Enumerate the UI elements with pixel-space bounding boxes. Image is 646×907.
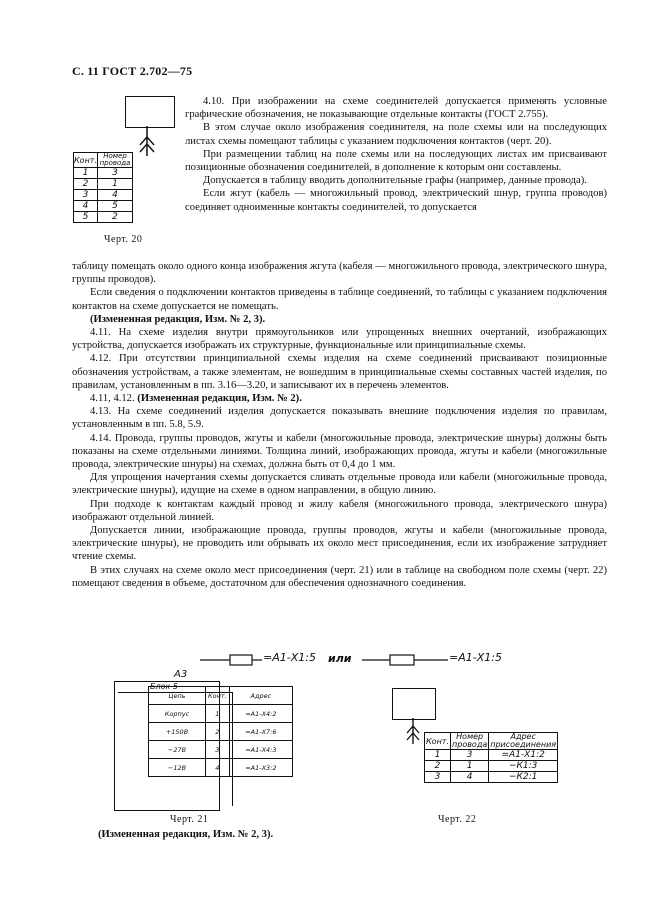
paragraph: Если сведения о подключении контактов приведены в таблице соединений, то таблицы с указанием подключения контактов на схеме допускается не помещать. — [72, 287, 607, 312]
connector-box — [125, 96, 175, 128]
wire-1 — [200, 652, 262, 668]
col-address: Адрес присоединения — [490, 732, 557, 749]
paragraph-numbers: 4.11, 4.12. — [90, 393, 135, 405]
connector-symbol — [132, 126, 162, 156]
paragraph: Допускается линии, изображающие провода, группы проводов, жгуты и кабели (многожильные провода, электрические шнуры), не проводить или обрывать их около мест присоединения, если их изображение затрудняет чтение схемы. — [72, 525, 607, 563]
cell: 5 — [74, 212, 98, 223]
figure-21-caption: Черт. 21 — [170, 814, 209, 825]
paragraph: Для упрощения начертания схемы допускается сливать отдельные провода или кабели (многожильные провода, электрические шнуры), идущие на схеме в одном направлении, в общую линию. — [72, 472, 607, 497]
cell: =А1-Х4:3 — [229, 741, 292, 759]
cell: 3 — [206, 741, 230, 759]
paragraph: При подходе к контактам каждый провод и жилу кабеля (многожильного провода, электрического шнура) изображают отдельной линией. — [72, 498, 607, 523]
col-wire-number: Номер провода — [452, 732, 488, 749]
cell: 1 — [98, 179, 133, 190]
col-contact: Конт. — [206, 687, 230, 705]
paragraph: В этих случаях на схеме около мест присоединения (черт. 21) или в таблице на свободном поле схемы (черт. 22) помещают сведения в объеме, достаточном для обеспечения однозначного соединения. — [72, 564, 607, 589]
address-table — [148, 686, 293, 777]
or-label: или — [328, 652, 352, 665]
cell: 5 — [98, 201, 133, 212]
paragraph: Допускается в таблицу вводить дополнительные графы (например, данные провода). — [203, 175, 587, 187]
cell: 3 — [451, 750, 489, 761]
wire-label-1: =А1-Х1:5 — [263, 651, 316, 664]
cell: 2 — [425, 761, 451, 772]
contact-table-20 — [73, 152, 133, 223]
figure-20 — [72, 92, 182, 252]
cell: −К1:3 — [489, 761, 558, 772]
cell: 1 — [206, 705, 230, 723]
cell: 2 — [74, 179, 98, 190]
wire-2 — [362, 652, 448, 668]
edition-note: (Измененная редакция, Изм. № 2). — [137, 393, 302, 405]
page-header: С. 11 ГОСТ 2.702—75 — [72, 64, 193, 78]
side-text — [185, 95, 607, 214]
cell: Корпус — [149, 705, 206, 723]
cell: 2 — [98, 212, 133, 223]
paragraph-4-14: 4.14. Провода, группы проводов, жгуты и кабели (многожильные провода, электрические шнуры) должны быть показаны на схеме отдельными линиями. Толщина линий, изображающих провода, жгуты и кабели (многожильные провода, электрические шнуры) на схемах, должна быть от 0,4 до 1 мм. — [72, 432, 607, 471]
cell: 3 — [98, 168, 133, 179]
cell: 4 — [74, 201, 98, 212]
block-label: Блок 5 — [150, 682, 178, 691]
paragraph: Если жгут (кабель — многожильный провод, электрический шнур, группа проводов) соединяет одноименные контакты соединителей, то допускается — [185, 188, 607, 213]
col-contact: Конт. — [74, 153, 98, 168]
paragraph: В этом случае около изображения соединителя, на поле схемы или на последующих листах схемы помещают таблицы с указанием подключения контактов (черт. 20). — [185, 122, 607, 147]
figure-22-caption: Черт. 22 — [438, 814, 477, 825]
connector-box — [392, 688, 436, 720]
cell: 1 — [425, 750, 451, 761]
col-address: Адрес — [229, 687, 292, 705]
cell: 2 — [206, 723, 230, 741]
cell: 4 — [98, 190, 133, 201]
connector-symbol — [400, 718, 426, 744]
edition-note-4-11-4-12 — [72, 392, 607, 405]
cell: 3 — [74, 190, 98, 201]
edition-note-final: (Измененная редакция, Изм. № 2, 3). — [98, 829, 274, 840]
paragraph-4-11: 4.11. На схеме изделия внутри прямоугольников или упрощенных внешних очертаний, изображающих устройства, допускается изображать их структурные, функциональные или принципиальные схемы. — [72, 327, 607, 352]
frame-label: А3 — [174, 669, 188, 680]
cell: 1 — [451, 761, 489, 772]
col-circuit: Цепь — [149, 687, 206, 705]
cell: =А1-Х4:2 — [229, 705, 292, 723]
cell: 1 — [74, 168, 98, 179]
paragraph: таблицу помещать около одного конца изображения жгута (кабеля — многожильного провода, электрического шнура, группы проводов). — [72, 261, 607, 286]
main-text — [72, 260, 607, 590]
figure-20-caption: Черт. 20 — [104, 234, 143, 245]
paragraph-4-12: 4.12. При отсутствии принципиальной схемы изделия на схеме соединений присваивают позиционные обозначения устройствам, а также элементам, не вошедшим в принципиальные схемы составных частей изделия, по правилам, установленным в пп. 3.16—3.20, и записывают их в перечень элементов. — [72, 353, 607, 391]
cell: =А1-Х1:2 — [489, 750, 558, 761]
cell: =А1-Х7:6 — [229, 723, 292, 741]
paragraph-4-13: 4.13. На схеме соединений изделия допускается показывать внешние подключения изделия по правилам, установленным в пп. 5.8, 5.9. — [72, 406, 607, 431]
cell: =А1-Х3:2 — [229, 759, 292, 777]
col-contact: Конт. — [425, 733, 451, 750]
cell: −К2:1 — [489, 772, 558, 783]
contact-table-22 — [424, 732, 558, 783]
cell: −27В — [149, 741, 206, 759]
cell: 3 — [425, 772, 451, 783]
paragraph: При размещении таблиц на поле схемы или на последующих листах им присваивают позиционные обозначения соединителей, в дополнение к которым они составлены. — [185, 148, 607, 174]
figure-21 — [114, 668, 294, 826]
cell: +150В — [149, 723, 206, 741]
col-wire-number: Номер провода — [98, 153, 133, 168]
paragraph-4-10: 4.10. При изображении на схеме соединителей допускается применять условные графические обозначения, не показывающие отдельные контакты (ГОСТ 2.755). — [185, 96, 607, 121]
cell: −12В — [149, 759, 206, 777]
wire-label-2: =А1-Х1:5 — [449, 651, 502, 664]
edition-note: (Измененная редакция, Изм. № 2, 3). — [90, 313, 266, 325]
cell: 4 — [451, 772, 489, 783]
cell: 4 — [206, 759, 230, 777]
